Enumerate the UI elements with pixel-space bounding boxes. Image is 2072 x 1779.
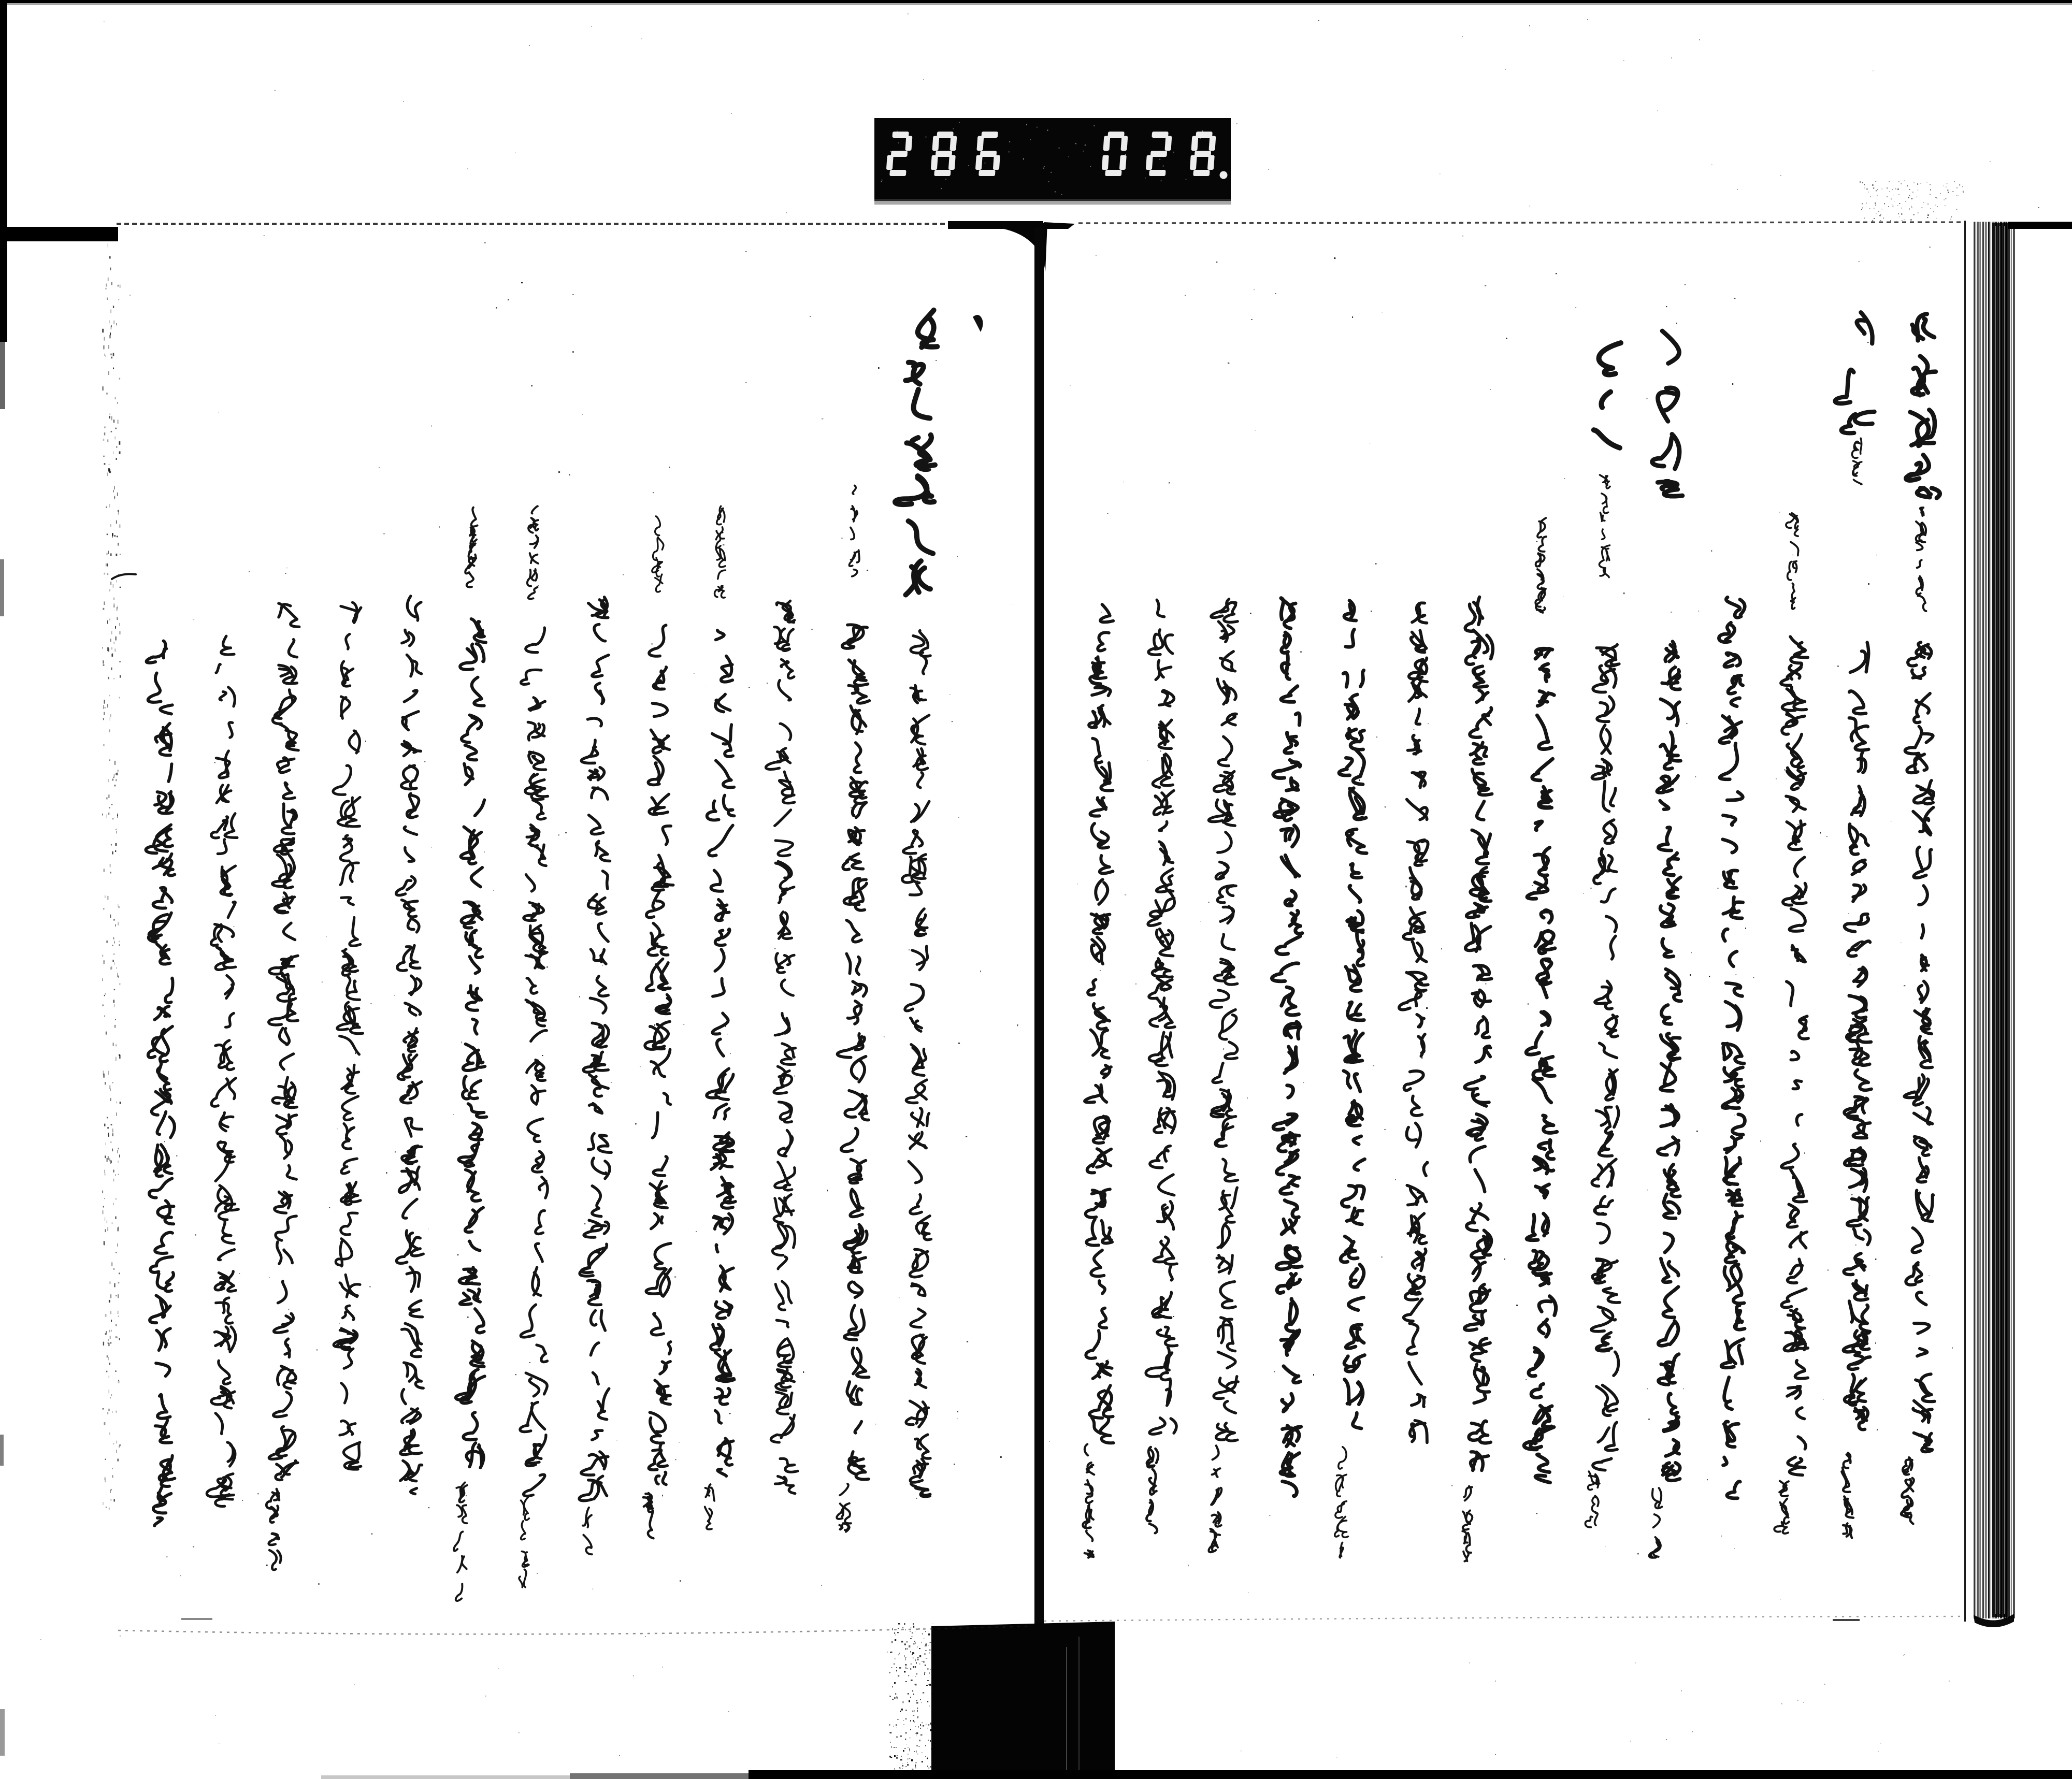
poem-text — [1464, 597, 1493, 1470]
attrib-text — [519, 1497, 529, 1587]
text-column — [895, 310, 937, 1497]
poem-text — [396, 596, 423, 1494]
poem-text — [1781, 637, 1808, 1475]
text-column — [1146, 600, 1177, 1533]
poem-text — [766, 601, 797, 1494]
label-text — [1852, 438, 1862, 484]
counter-panel — [874, 118, 1231, 199]
attrib-text — [643, 1493, 654, 1538]
text-column — [454, 508, 486, 1601]
text-column — [1901, 314, 1940, 1524]
label-text — [1786, 513, 1798, 609]
poem-text — [707, 630, 736, 1476]
poem-text — [1085, 604, 1113, 1443]
left-page-gutter-speckle — [102, 243, 136, 1510]
text-column — [146, 641, 175, 1526]
attrib-text — [1649, 1488, 1662, 1558]
label-text — [1916, 508, 1926, 611]
text-column — [643, 516, 673, 1538]
poem-text — [1657, 642, 1681, 1481]
poem-text — [1591, 645, 1620, 1470]
poem-text — [579, 597, 611, 1501]
text-column — [1208, 599, 1238, 1552]
book-spine-gutter-line — [1034, 228, 1044, 1624]
poem-text — [1146, 600, 1177, 1434]
text-column — [766, 601, 797, 1494]
attrib-text — [1335, 1447, 1348, 1558]
poem-text — [269, 603, 299, 1480]
text-column — [1649, 331, 1682, 1558]
text-column — [1719, 597, 1745, 1498]
attrib-text — [1585, 1471, 1599, 1527]
film-bottom-band — [321, 1770, 2072, 1779]
attrib-text — [1209, 1445, 1222, 1552]
attrib-text — [1462, 1486, 1472, 1561]
book-bottom-shadow-blob — [931, 1622, 1115, 1779]
label-text — [652, 516, 664, 592]
header-text — [1906, 314, 1939, 498]
page-top-left-corner-band — [3, 227, 118, 241]
text-column — [1774, 513, 1808, 1534]
poem-text — [1904, 642, 1934, 1452]
text-column — [266, 603, 299, 1570]
frame-counter — [874, 118, 1231, 205]
text-column — [1272, 598, 1302, 1496]
poem-text — [1339, 601, 1366, 1429]
label-text — [1535, 518, 1546, 613]
attrib-text — [266, 1489, 281, 1570]
text-column — [333, 602, 363, 1469]
label-text — [715, 506, 726, 598]
film-left-edge — [0, 0, 7, 342]
attrib-text — [1841, 1453, 1853, 1538]
stray-ink-mark — [973, 315, 983, 332]
text-column — [579, 597, 611, 1554]
text-column — [1399, 603, 1428, 1442]
attrib-text — [1774, 1481, 1789, 1534]
poem-text — [1208, 599, 1238, 1441]
label-text — [849, 486, 859, 576]
right-page-columns — [1083, 312, 1939, 1561]
text-column — [1462, 597, 1493, 1561]
text-column — [396, 596, 423, 1494]
attrib-text — [705, 1484, 714, 1529]
text-column — [1335, 601, 1366, 1558]
attrib-text — [837, 1484, 851, 1532]
header-text — [1652, 331, 1682, 496]
text-column — [1585, 343, 1620, 1527]
attrib-text — [1083, 1444, 1094, 1558]
fore-edge-page-stack — [1964, 221, 2015, 1627]
poem-text — [146, 641, 175, 1526]
text-column — [705, 506, 736, 1529]
label-text — [527, 506, 538, 599]
attrib-text — [1901, 1457, 1914, 1524]
label-text — [465, 508, 477, 587]
header-text — [895, 310, 937, 595]
header-text — [1835, 312, 1875, 433]
text-column — [1524, 518, 1557, 1483]
poem-text — [1524, 648, 1557, 1482]
poem-text — [456, 619, 486, 1468]
label-text — [1599, 475, 1610, 577]
poem-text — [902, 631, 931, 1497]
poem-text — [838, 625, 870, 1479]
text-column — [519, 506, 548, 1587]
poem-text — [645, 625, 673, 1484]
poem-text — [1844, 642, 1872, 1429]
attrib-text — [454, 1482, 467, 1601]
text-column — [1835, 312, 1875, 1538]
text-column — [1083, 604, 1113, 1558]
header-text — [1594, 343, 1621, 448]
text-column — [207, 636, 238, 1506]
poem-text — [1272, 598, 1302, 1496]
attrib-text — [583, 1508, 592, 1554]
poem-text — [520, 628, 548, 1496]
poem-text — [1719, 597, 1745, 1498]
top-right-margin-line — [2008, 222, 2072, 229]
attrib-text — [1146, 1447, 1158, 1533]
text-column — [837, 486, 869, 1532]
left-page-columns — [146, 310, 938, 1601]
poem-text — [207, 636, 238, 1506]
poem-text — [333, 602, 363, 1469]
poem-text — [1399, 603, 1428, 1442]
